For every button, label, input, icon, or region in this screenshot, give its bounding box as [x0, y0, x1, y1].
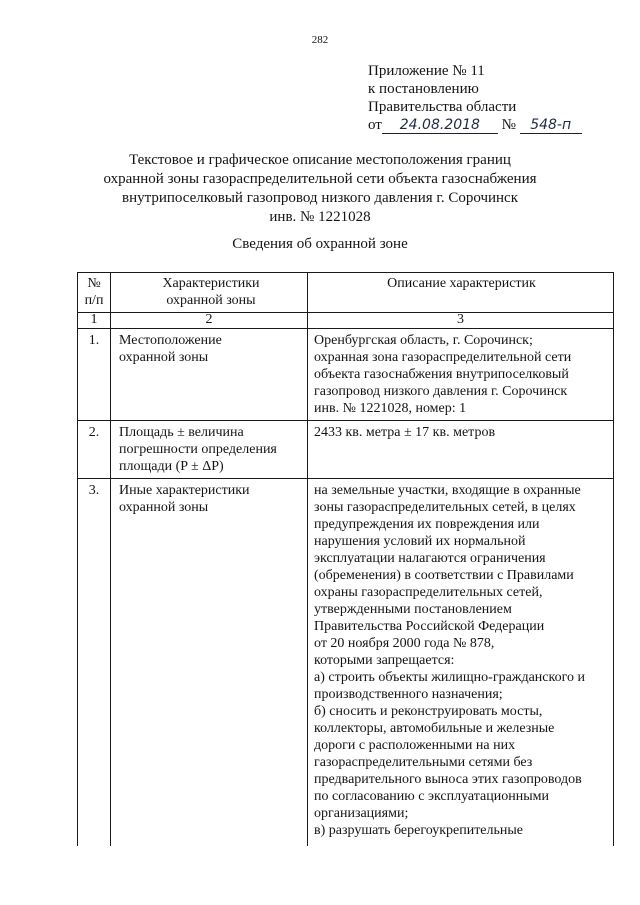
header-characteristic-line-1: Характеристики: [162, 276, 260, 291]
header-number-line-1: №: [87, 276, 101, 291]
row-number: 1.: [78, 329, 111, 421]
text-line: газопровод низкого давления г. Сорочинск: [314, 384, 568, 399]
table-row: [78, 329, 614, 421]
text-line: которыми запрещается:: [314, 653, 455, 668]
text-line: а) строить объекты жилищно-гражданского и: [314, 670, 585, 685]
text-line: утвержденными постановлением: [314, 602, 512, 617]
text-line: площади (P ± ΔP): [119, 459, 224, 474]
title-line-1: Текстовое и графическое описание местоположения границ: [129, 152, 511, 168]
text-line: производственного назначения;: [314, 687, 503, 702]
text-line: нарушения условий их нормальной: [314, 534, 526, 549]
header-characteristic: [111, 273, 308, 313]
number-prefix: №: [501, 117, 516, 133]
text-line: охранная зона газораспределительной сети: [314, 350, 572, 365]
column-number: 3: [308, 313, 614, 329]
text-line: Местоположение: [119, 333, 222, 348]
appendix-line-1: Приложение № 11: [368, 63, 485, 79]
text-line: охраны газораспределительных сетей,: [314, 585, 543, 600]
text-line: охранной зоны: [119, 500, 209, 515]
table-header-row: [78, 273, 614, 313]
appendix-line-4: [368, 116, 582, 134]
row-description: [308, 479, 614, 846]
text-line: газораспределительными сетями без: [314, 755, 533, 770]
text-line: Площадь ± величина: [119, 425, 244, 440]
handwritten-number: 548-п: [520, 118, 582, 134]
text-line: Правительства Российской Федерации: [314, 619, 545, 634]
document-title: [80, 151, 560, 227]
column-number: 2: [111, 313, 308, 329]
text-line: Иные характеристики: [119, 483, 250, 498]
page-number: 282: [311, 34, 329, 46]
row-description: [308, 329, 614, 421]
appendix-block: [368, 62, 582, 134]
text-line: б) сносить и реконструировать мосты,: [314, 704, 543, 719]
text-line: объекта газоснабжения внутрипоселковый: [314, 367, 569, 382]
table-row: [78, 479, 614, 846]
header-number: [78, 273, 111, 313]
header-characteristic-line-2: охранной зоны: [166, 293, 256, 308]
row-description: [308, 421, 614, 479]
text-line: от 20 ноября 2000 года № 878,: [314, 636, 495, 651]
text-line: погрешности определения: [119, 442, 277, 457]
column-number-row: [78, 313, 614, 329]
row-characteristic: [111, 329, 308, 421]
appendix-line-3: Правительства области: [368, 99, 517, 115]
table-row: [78, 421, 614, 479]
text-line: организациями;: [314, 806, 409, 821]
header-description: Описание характеристик: [308, 273, 614, 313]
text-line: дороги с расположенными на них: [314, 738, 516, 753]
text-line: Оренбургская область, г. Сорочинск;: [314, 333, 533, 348]
text-line: предупреждения их повреждения или: [314, 517, 540, 532]
text-line: в) разрушать берегоукрепительные: [314, 823, 524, 838]
protection-zone-table: [77, 272, 614, 846]
title-line-2: охранной зоны газораспределительной сети объекта газоснабжения: [103, 171, 537, 187]
text-line: на земельные участки, входящие в охранные: [314, 483, 581, 498]
title-line-3: внутрипоселковый газопровод низкого давления г. Сорочинск: [121, 190, 518, 206]
text-line: 2433 кв. метра ± 17 кв. метров: [314, 425, 496, 440]
text-line: инв. № 1221028, номер: 1: [314, 401, 467, 416]
text-line: зоны газораспределительных сетей, в целях: [314, 500, 576, 515]
text-line: по согласованию с эксплуатационными: [314, 789, 549, 804]
text-line: (обременения) в соответствии с Правилами: [314, 568, 574, 583]
title-line-4: инв. № 1221028: [269, 209, 371, 225]
header-number-line-2: п/п: [84, 293, 104, 308]
row-characteristic: [111, 421, 308, 479]
date-prefix: от: [368, 117, 382, 133]
section-heading: Сведения об охранной зоне: [232, 236, 408, 252]
text-line: эксплуатации налагаются ограничения: [314, 551, 546, 566]
row-number: 2.: [78, 421, 111, 479]
text-line: коллекторы, автомобильные и железные: [314, 721, 555, 736]
column-number: 1: [78, 313, 111, 329]
appendix-line-2: к постановлению: [368, 81, 479, 97]
text-line: охранной зоны: [119, 350, 209, 365]
row-number: 3.: [78, 479, 111, 846]
row-characteristic: [111, 479, 308, 846]
text-line: предварительного выноса этих газопроводов: [314, 772, 582, 787]
handwritten-date: 24.08.2018: [382, 118, 498, 134]
